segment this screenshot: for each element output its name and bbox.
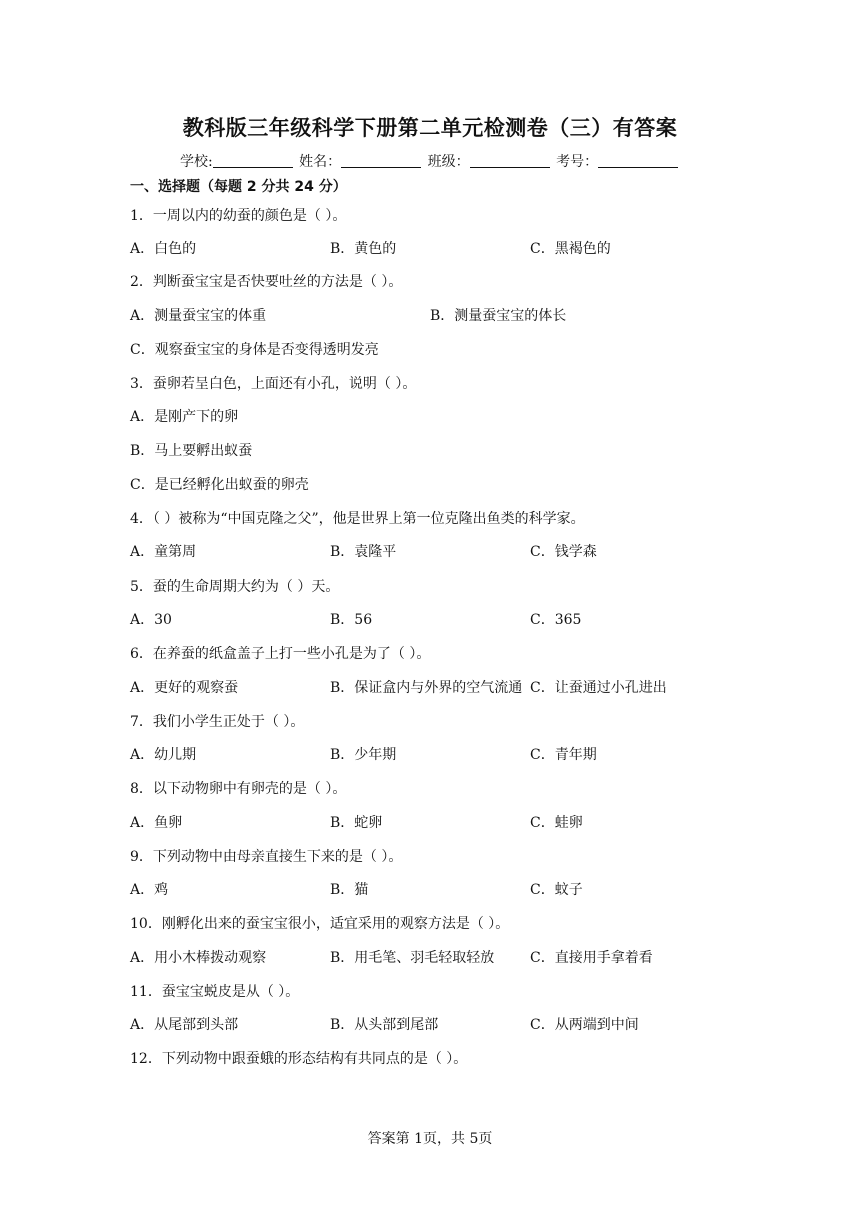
- question-stem: 7．我们小学生正处于（ ）。: [130, 714, 305, 730]
- option-a: A．用小木棒拨动观察: [130, 950, 267, 966]
- option-a: A．鸡: [130, 882, 169, 898]
- question-stem: 9．下列动物中由母亲直接生下来的是（ ）。: [130, 849, 403, 865]
- option-c: C．365: [530, 612, 582, 628]
- student-info-row: [180, 151, 680, 171]
- option-c: C．从两端到中间: [530, 1017, 639, 1033]
- option-c: C．黑褐色的: [530, 241, 611, 257]
- class-blank[interactable]: [470, 153, 550, 168]
- option-b: B．测量蚕宝宝的体长: [430, 308, 567, 324]
- school-blank[interactable]: [213, 153, 293, 168]
- option-b: B．猫: [330, 882, 369, 898]
- option-b: B．黄色的: [330, 241, 397, 257]
- question-stem: 1．一周以内的幼蚕的颜色是（ ）。: [130, 208, 347, 224]
- option-b: B．56: [330, 612, 373, 628]
- option-a: A．30: [130, 612, 172, 628]
- option-b: B．少年期: [330, 747, 397, 763]
- question-stem: 11．蚕宝宝蜕皮是从（ ）。: [130, 984, 300, 1000]
- option-b: B．从头部到尾部: [330, 1017, 439, 1033]
- option-a: A．童第周: [130, 544, 197, 560]
- option-c: C．直接用手拿着看: [530, 950, 653, 966]
- option-c: C．是已经孵化出蚁蚕的卵壳: [130, 477, 309, 493]
- section-heading: 一、选择题（每题 2 分共 24 分）: [130, 179, 347, 195]
- question-stem: 3．蚕卵若呈白色，上面还有小孔，说明（ ）。: [130, 376, 417, 392]
- option-a: A．幼儿期: [130, 747, 197, 763]
- option-a: A．更好的观察蚕: [130, 680, 239, 696]
- school-label: 学校:: [180, 154, 213, 170]
- exam-no-blank[interactable]: [598, 153, 678, 168]
- option-c: C．蚊子: [530, 882, 583, 898]
- option-c: C．让蚕通过小孔进出: [530, 680, 667, 696]
- page-title: 教科版三年级科学下册第二单元检测卷（三）有答案: [182, 116, 678, 140]
- question-stem: 12．下列动物中跟蚕蛾的形态结构有共同点的是（ ）。: [130, 1051, 468, 1067]
- question-stem: 4．（ ）被称为“中国克隆之父”，他是世界上第一位克隆出鱼类的科学家。: [130, 511, 585, 527]
- question-stem: 5．蚕的生命周期大约为（ ）天。: [130, 579, 340, 595]
- option-a: A．白色的: [130, 241, 197, 257]
- option-c: C．青年期: [530, 747, 597, 763]
- option-b: B．用毛笔、羽毛轻取轻放: [330, 950, 495, 966]
- class-label: 班级：: [427, 154, 470, 170]
- page-footer: 答案第 1页，共 5页: [367, 1131, 493, 1147]
- option-c: C．钱学森: [530, 544, 597, 560]
- name-label: 姓名：: [299, 154, 342, 170]
- name-blank[interactable]: [341, 153, 421, 168]
- option-a: A．鱼卵: [130, 815, 183, 831]
- option-a: A．是刚产下的卵: [130, 409, 239, 425]
- option-a: A．测量蚕宝宝的体重: [130, 308, 267, 324]
- question-stem: 10．刚孵化出来的蚕宝宝很小，适宜采用的观察方法是（ ）。: [130, 916, 510, 932]
- question-stem: 8．以下动物卵中有卵壳的是（ ）。: [130, 781, 347, 797]
- option-b: B．袁隆平: [330, 544, 397, 560]
- option-b: B．蛇卵: [330, 815, 383, 831]
- option-b: B．保证盒内与外界的空气流通: [330, 680, 523, 696]
- option-a: A．从尾部到头部: [130, 1017, 239, 1033]
- option-c: C．观察蚕宝宝的身体是否变得透明发亮: [130, 342, 379, 358]
- exam-no-label: 考号：: [556, 154, 599, 170]
- question-stem: 6．在养蚕的纸盒盖子上打一些小孔是为了（ ）。: [130, 646, 431, 662]
- option-c: C．蛙卵: [530, 815, 583, 831]
- option-b: B．马上要孵出蚁蚕: [130, 443, 253, 459]
- question-stem: 2．判断蚕宝宝是否快要吐丝的方法是（ ）。: [130, 274, 403, 290]
